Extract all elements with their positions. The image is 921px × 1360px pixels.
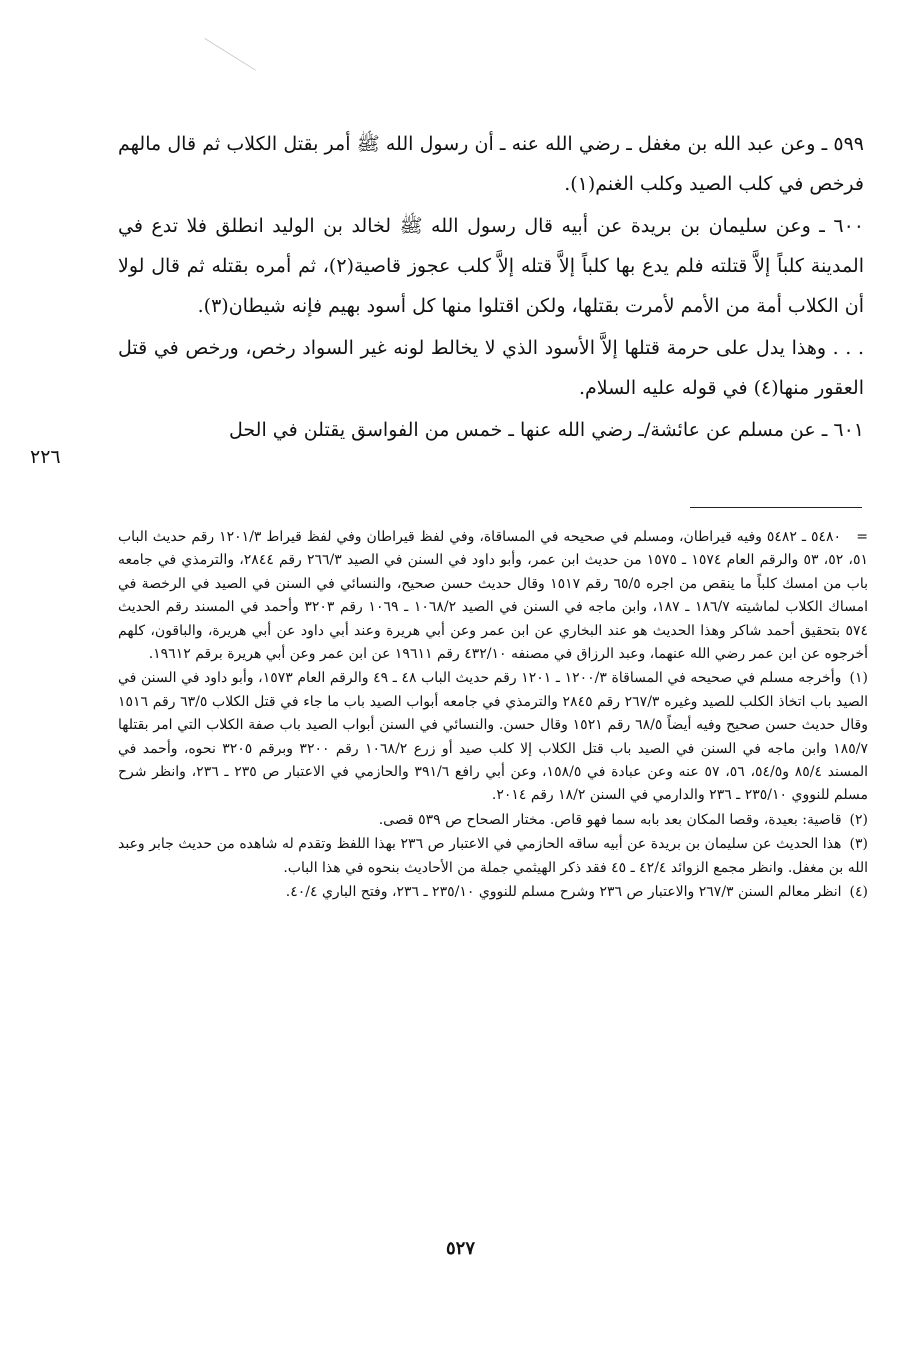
footnote-number: (١) (849, 670, 869, 687)
footnote-separator (690, 507, 862, 508)
footnote-1 (118, 667, 868, 807)
footnote-2 (118, 809, 868, 832)
footnote-continued (118, 526, 868, 666)
page-number: ٥٢٧ (445, 1238, 475, 1259)
footnote-text: قاصية: بعيدة، وقصا المكان بعد بابه سما فهو قاص. مختار الصحاح ص ٥٣٩ قصى. (378, 811, 842, 828)
footnote-number: (٢) (849, 811, 868, 828)
main-text (118, 124, 864, 452)
footnote-3 (118, 833, 868, 880)
margin-number: ٢٢٦ (30, 446, 61, 468)
footnote-text: وأخرجه مسلم في صحيحه في المساقاة ١٢٠٠/٣ ـ ١٢٠١ رقم حديث الباب ٤٨ ـ ٤٩ والرقم العام ١٥٧٣، وأبو داود في السنن في الصيد باب اتخاذ الكلب للصيد وغيره ٢٦٧/٣ رقم ٢٨٤٥ والترمذي في جامعه أبواب الصيد باب ما جاء في قتل الكلاب ٦٣/٥ رقم ١٥١٦ وقال حديث حسن صحيح وفيه أيضاً ٦٨/٥ رقم ١٥٢١ وقال حسن. والنسائي في السنن أبواب الصيد باب صفة الكلاب التي امر بقتلها ١٨٥/٧ وابن ماجه في السنن في الصيد باب قتل الكلاب إلا كلب صيد أو زرع ١٠٦٨/٢ رقم ٣٢٠٠ وبرقم ٣٢٠٥ نحوه، وأحمد في المسند ٨٥/٤ و٥٤/٥، ٥٦، ٥٧ عنه وعن عبادة في ١٥٨/٥، وعن أبي رافع ٣٩١/٦ والحازمي في الاعتبار ص ٢٣٥ ـ ٢٣٦، وانظر شرح مسلم للنووي ٢٣٥/١٠ ـ ٢٣٦ والدارمي في السنن ١٨/٢ رقم ٢٠١٤. (118, 670, 869, 804)
hadith-601: ٦٠١ ـ عن مسلم عن عائشة/ـ رضي الله عنها ـ خمس من الفواسق يقتلن في الحل (229, 419, 864, 441)
hadith-600: ٦٠٠ ـ وعن سليمان بن بريدة عن أبيه قال رسول الله ﷺ لخالد بن الوليد انطلق فلا تدع في المدينة كلباً إلاَّ قتلته فلم يدع بها كلباً إلاَّ قتله إلاَّ كلب عجوز قاصية(٢)، ثم أمره بقتله ثم قال لولا أن الكلاب أمة من الأمم لأمرت بقتلها، ولكن اقتلوا منها كل أسود بهيم فإنه شيطان(٣). (118, 215, 864, 317)
footnote-number: (٤) (849, 884, 868, 901)
footnote-text: هذا الحديث عن سليمان بن بريدة عن أبيه ساقه الحازمي في الاعتبار ص ٢٣٦ بهذا اللفظ وتقدم له شاهده من حديث جابر وعبد الله بن مغفل. وانظر مجمع الزوائد ٤٢/٤ ـ ٤٥ فقد ذكر الهيثمي جملة من الأحاديث بنحوه في هذا الباب. (118, 836, 868, 876)
footnote-number: (٣) (849, 836, 869, 853)
commentary: . . . وهذا يدل على حرمة قتلها إلاَّ الأسود الذي لا يخالط لونه غير السواد رخص، ورخص في قتل العقور منها(٤) في قوله عليه السلام. (118, 337, 865, 399)
footnote-text: انظر معالم السنن ٢٦٧/٣ والاعتبار ص ٢٣٦ وشرح مسلم للنووي ٢٣٥/١٠ ـ ٢٣٦، وفتح الباري ٤٠/٤. (285, 884, 842, 901)
scan-mark (204, 38, 255, 71)
footnote-4 (118, 881, 868, 904)
footnote-text: ٥٤٨٠ ـ ٥٤٨٢ وفيه قيراطان، ومسلم في صحيحه في المساقاة، وفي لفظ قيراطان وفي لفظ قيراط ١٢٠١/٣ رقم حديث الباب ٥١، ٥٢، ٥٣ والرقم العام ١٥٧٤ ـ ١٥٧٥ من حديث ابن عمر، وأبو داود في السنن في الصيد ٢٦٦/٣ رقم ٢٨٤٤، والترمذي في جامعه باب من امسك كلباً ما ينقص من اجره ٦٥/٥ رقم ١٥١٧ وقال حديث حسن صحيح، والنسائي في السنن في الصيد في الرخصة في امساك الكلاب لماشيته ١٨٦/٧ ـ ١٨٧، وابن ماجه في السنن في الصيد ١٠٦٨/٢ ـ ١٠٦٩ رقم ٣٢٠٣ وأحمد في المسند رقم الحديث ٥٧٤ بتحقيق أحمد شاكر وهذا الحديث هو عند البخاري عن ابن عمر وعن أبي هريرة وعند أبي داود عن أبي هريرة، والباقون، كلهم أخرجوه عن ابن عمر رضي الله عنهما، وعبد الرزاق في مصنفه ٤٣٢/١٠ رقم ١٩٦١١ عن ابن عمر وعن أبي هريرة برقم ١٩٦١٢. (118, 529, 868, 663)
footnotes (118, 526, 868, 906)
continuation-mark: = (856, 529, 869, 545)
hadith-599: ٥٩٩ ـ وعن عبد الله بن مغفل ـ رضي الله عنه ـ أن رسول الله ﷺ أمر بقتل الكلاب ثم قال مالهم فرخص في كلب الصيد وكلب الغنم(١). (118, 133, 864, 195)
